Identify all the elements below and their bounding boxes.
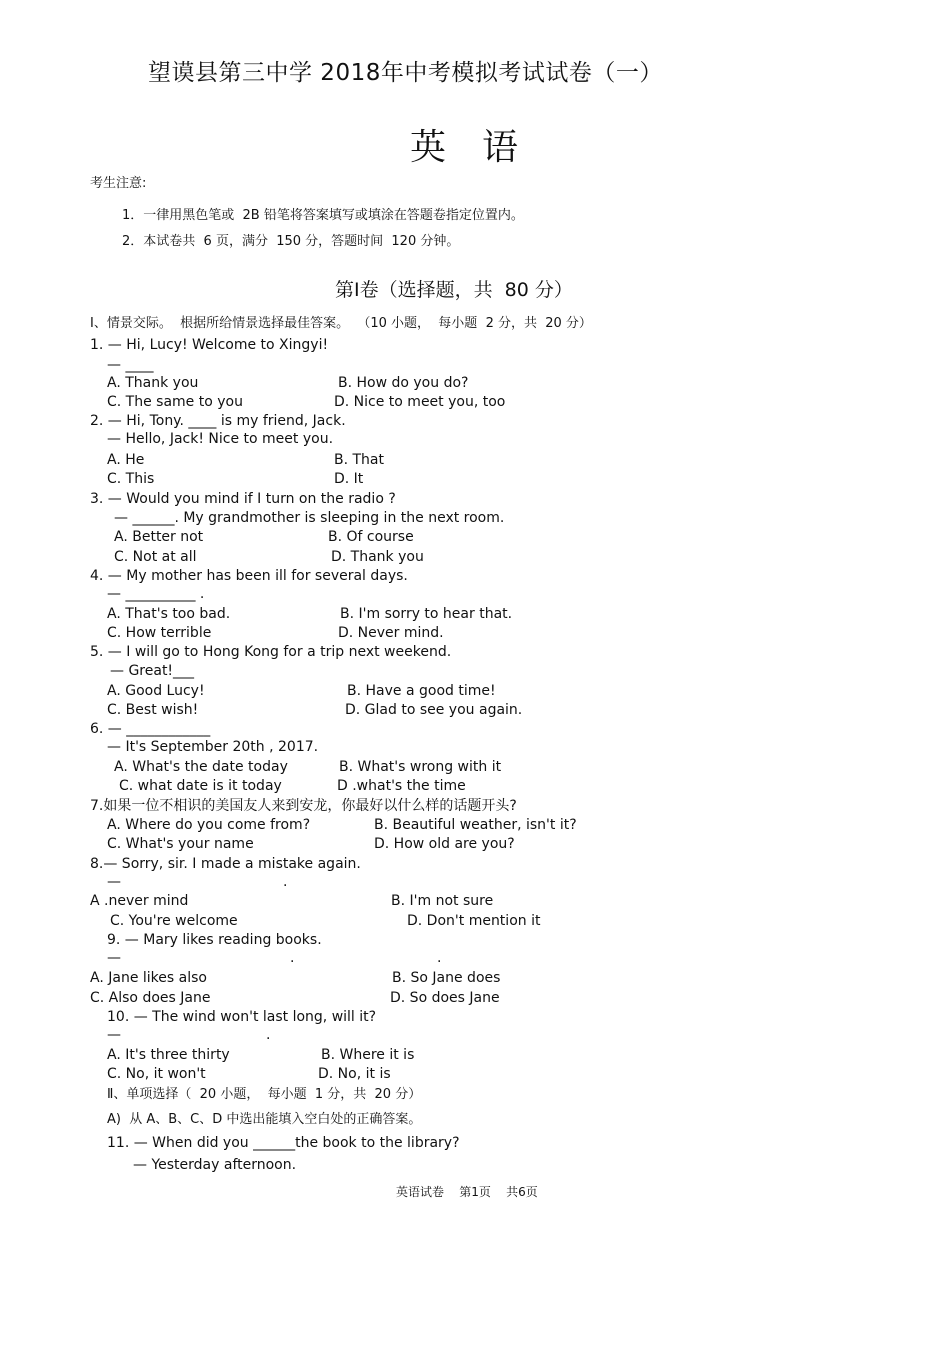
option-d: D. Glad to see you again. bbox=[345, 702, 523, 718]
notice-item-2: 2．本试卷共 6 页，满分 150 分，答题时间 120 分钟。 bbox=[122, 234, 460, 249]
question-reply: — Great!___ bbox=[110, 663, 195, 679]
question-stem: 4. — My mother has been ill for several days. bbox=[90, 568, 408, 584]
question-stem: 1. — Hi, Lucy! Welcome to Xingyi! bbox=[90, 337, 329, 353]
question-stem: 2. — Hi, Tony. ____ is my friend, Jack. bbox=[90, 413, 346, 429]
option-d: D .what's the time bbox=[337, 778, 466, 794]
question-stem: 9. — Mary likes reading books. bbox=[107, 932, 322, 948]
option-b: B. I'm not sure bbox=[391, 893, 494, 909]
option-a: A. What's the date today bbox=[114, 759, 288, 775]
option-c: C. How terrible bbox=[107, 625, 212, 641]
option-b: B. Have a good time! bbox=[347, 683, 496, 699]
option-c: C. Also does Jane bbox=[90, 990, 211, 1006]
section2-heading: Ⅱ、单项选择（ 20 小题， 每小题 1 分，共 20 分） bbox=[107, 1087, 422, 1102]
question-stem: 7.如果一位不相识的美国友人来到安龙，你最好以什么样的话题开头? bbox=[90, 798, 517, 814]
question-reply: — It's September 20th , 2017. bbox=[107, 739, 319, 755]
notice-item-1: 1．一律用黑色笔或 2B 铅笔将答案填写或填涂在答题卷指定位置内。 bbox=[122, 208, 524, 223]
option-d: D. No, it is bbox=[318, 1066, 391, 1082]
option-a: A. Jane likes also bbox=[90, 970, 207, 986]
option-b: B. Beautiful weather, isn't it? bbox=[374, 817, 577, 833]
option-b: B. What's wrong with it bbox=[339, 759, 502, 775]
question-reply: — __________ . bbox=[107, 586, 205, 602]
option-a: A. That's too bad. bbox=[107, 606, 231, 622]
question-reply: — Yesterday afternoon. bbox=[133, 1157, 297, 1173]
part1-title: 第Ⅰ卷（选择题，共 80 分） bbox=[335, 279, 573, 301]
reply-period: . bbox=[290, 950, 295, 966]
question-stem: 11. — When did you ______the book to the library? bbox=[107, 1135, 460, 1151]
option-d: D. It bbox=[334, 471, 364, 487]
notice-label: 考生注意: bbox=[90, 176, 147, 191]
option-c: C. Best wish! bbox=[107, 702, 199, 718]
option-a: A. Better not bbox=[114, 529, 204, 545]
option-c: C. This bbox=[107, 471, 155, 487]
option-b: B. Of course bbox=[328, 529, 414, 545]
option-c: C. No, it won't bbox=[107, 1066, 206, 1082]
question-reply: — bbox=[107, 1027, 121, 1043]
option-b: B. So Jane does bbox=[392, 970, 501, 986]
question-stem: 6. — ____________ bbox=[90, 721, 211, 737]
question-stem: 10. — The wind won't last long, will it? bbox=[107, 1009, 377, 1025]
option-c: C. You're welcome bbox=[110, 913, 238, 929]
option-a: A. Where do you come from? bbox=[107, 817, 311, 833]
option-b: B. Where it is bbox=[321, 1047, 415, 1063]
option-d: D. Thank you bbox=[331, 549, 424, 565]
option-a: A. Thank you bbox=[107, 375, 199, 391]
question-reply: — ____ bbox=[107, 357, 154, 373]
option-c: C. The same to you bbox=[107, 394, 243, 410]
question-reply: — ______. My grandmother is sleeping in the next room. bbox=[114, 510, 505, 526]
question-stem: 8.— Sorry, sir. I made a mistake again. bbox=[90, 856, 361, 872]
section1-heading: Ⅰ、情景交际。 根据所给情景选择最佳答案。 （10 小题， 每小题 2 分，共 20 分） bbox=[90, 316, 592, 331]
option-d: D. How old are you? bbox=[374, 836, 515, 852]
option-b: B. I'm sorry to hear that. bbox=[340, 606, 513, 622]
option-c: C. what date is it today bbox=[119, 778, 282, 794]
option-b: B. That bbox=[334, 452, 384, 468]
page-footer: 英语试卷 第1页 共6页 bbox=[396, 1185, 538, 1199]
question-reply: — bbox=[107, 874, 121, 890]
subject-title: 英 语 bbox=[410, 127, 519, 168]
option-a: A .never mind bbox=[90, 893, 189, 909]
reply-period: . bbox=[266, 1027, 271, 1043]
option-d: D. So does Jane bbox=[390, 990, 500, 1006]
option-c: C. Not at all bbox=[114, 549, 197, 565]
option-a: A. He bbox=[107, 452, 145, 468]
option-a: A. It's three thirty bbox=[107, 1047, 230, 1063]
question-reply: — bbox=[107, 950, 121, 966]
exam-title: 望谟县第三中学 2018年中考模拟考试试卷（一） bbox=[148, 60, 663, 86]
option-d: D. Never mind. bbox=[338, 625, 444, 641]
option-b: B. How do you do? bbox=[338, 375, 469, 391]
question-reply: — Hello, Jack! Nice to meet you. bbox=[107, 431, 334, 447]
question-stem: 3. — Would you mind if I turn on the radio ? bbox=[90, 491, 396, 507]
section2-sub: A) 从 A、B、C、D 中选出能填入空白处的正确答案。 bbox=[107, 1112, 422, 1127]
reply-period: . bbox=[283, 874, 288, 890]
option-d: D. Don't mention it bbox=[407, 913, 541, 929]
question-stem: 5. — I will go to Hong Kong for a trip next weekend. bbox=[90, 644, 452, 660]
option-a: A. Good Lucy! bbox=[107, 683, 205, 699]
reply-period: . bbox=[437, 950, 442, 966]
option-d: D. Nice to meet you, too bbox=[334, 394, 506, 410]
option-c: C. What's your name bbox=[107, 836, 254, 852]
